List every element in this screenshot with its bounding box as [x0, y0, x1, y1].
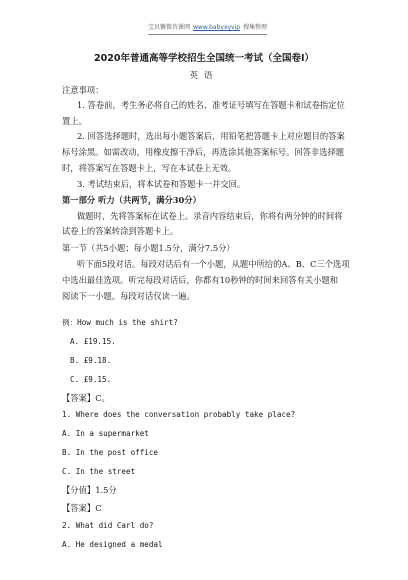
part-one-instructions-line-1: 做题时，先将答案标在试卷上。录音内容结束后，你将有两分钟的时间将 — [77, 211, 343, 221]
notice-2-line-2: 标号涂黑。如需改动，用橡皮擦干净后，再选涂其他答案标号。回答非选择题 — [62, 147, 345, 157]
question-1-answer: 【答案】C — [62, 503, 102, 513]
example-option-a: A. £19.15. — [70, 337, 116, 346]
question-2-option-a: A. He designed a medal — [62, 540, 163, 549]
notice-1-line-1: 1. 答卷前，考生务必将自己的姓名、准考证号填写在答题卡和试卷指定位 — [77, 100, 345, 110]
question-1-option-a: A. In a supermarket — [62, 429, 149, 438]
exam-subject: 英语 — [189, 71, 219, 81]
question-1-option-b: B. In the post office — [62, 448, 159, 457]
example-option-c: C. £9.15. — [70, 375, 112, 384]
notice-2-line-3: 时，将答案写在答题卡上，写在本试卷上无效。 — [62, 163, 237, 173]
part-one-instructions-line-2: 试卷上的答案转涂到答题卡上。 — [62, 226, 179, 236]
exam-title: 2020年普通高等学校招生全国统一考试（全国卷Ⅰ） — [94, 53, 314, 64]
example-option-b: B. £9.18. — [70, 356, 112, 365]
watermark-header — [148, 22, 267, 35]
example-answer: 【答案】C。 — [62, 393, 110, 403]
notice-2-line-1: 2. 回答选择题时，选出每小题答案后，用铅笔把答题卡上对应题目的答案 — [77, 131, 345, 141]
watermark-site-name: 宝贝馨微咨课网 — [148, 24, 191, 31]
notice-heading: 注意事项： — [62, 85, 104, 95]
question-1-option-c: C. In the street — [62, 467, 136, 476]
watermark-suffix: 搜集整理 — [243, 24, 268, 31]
section-one-heading: 第一节（共5小题；每小题1.5分，满分7.5分） — [62, 243, 235, 253]
question-1: 1. Where does the conversation probably take place? — [62, 410, 296, 419]
section-one-instructions-line-1: 听下面5段对话。每段对话后有一个小题，从题中所给的A、B、C三个选项 — [77, 259, 350, 269]
part-one-heading: 第一部分 听力（共两节，满分30分） — [62, 195, 201, 205]
section-one-instructions-line-2: 中选出最佳选项。听完每段对话后，你都有10秒钟的时间来回答有关小题和 — [62, 275, 339, 285]
question-1-score: 【分值】1.5分 — [62, 485, 117, 495]
notice-3: 3. 考试结束后，将本试卷和答题卡一并交回。 — [77, 179, 246, 189]
question-2: 2. What did Carl do? — [62, 521, 154, 530]
watermark-link[interactable]: www.babyxyvip — [193, 24, 241, 31]
example-question: 例：How much is the shirt? — [62, 318, 178, 327]
section-one-instructions-line-3: 阅读下一小题。每段对话仅读一遍。 — [62, 291, 195, 301]
notice-1-line-2: 置上。 — [62, 116, 87, 126]
